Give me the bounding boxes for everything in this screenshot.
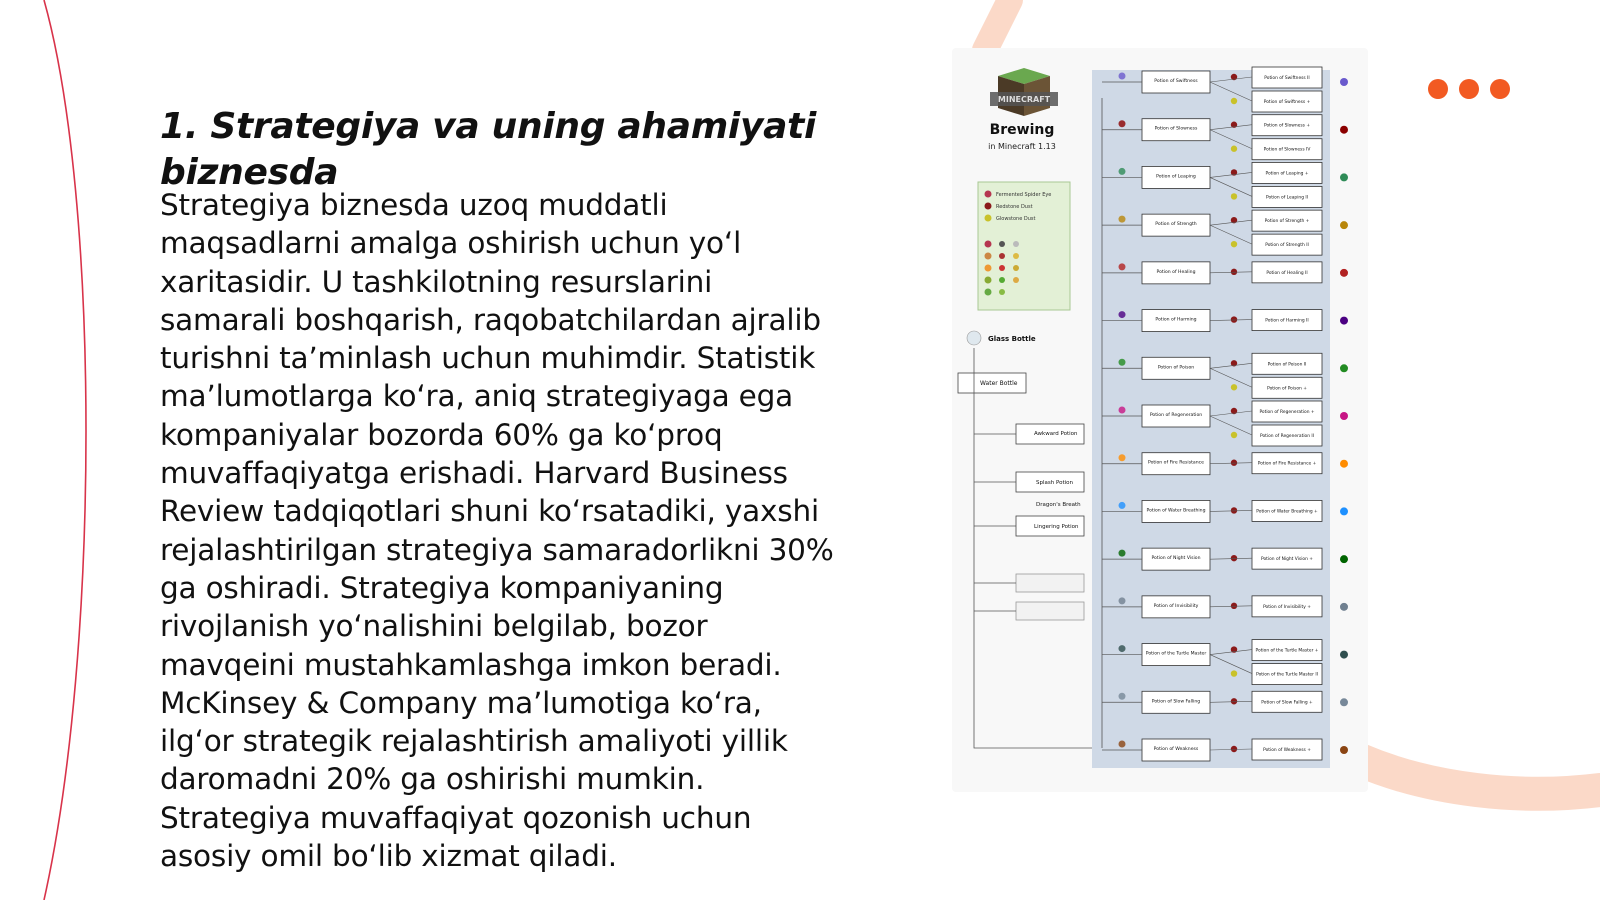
effect-icon (1340, 269, 1348, 277)
ingredient-icon (1119, 597, 1126, 604)
effect-icon (1340, 507, 1348, 515)
legend-box (978, 182, 1070, 310)
upgraded-potion-label: Potion of Strength II (1265, 243, 1309, 249)
dot-icon (1490, 79, 1510, 99)
potion-label: Potion of Swiftness (1154, 79, 1198, 84)
potion-label: Potion of the Turtle Master (1145, 651, 1207, 657)
potion-label: Potion of Healing (1156, 269, 1196, 275)
effect-icon (1340, 126, 1348, 134)
modifier-icon (1231, 432, 1237, 438)
ingredient-icon (1119, 407, 1126, 414)
upgraded-potion-label: Potion of Regeneration + (1259, 410, 1315, 415)
potion-label: Potion of Weakness (1153, 747, 1199, 752)
brewing-chart-graphic (952, 48, 1368, 792)
ingredient-icon (1119, 120, 1126, 127)
modifier-icon (1231, 603, 1237, 609)
legend-item: Fermented Spider Eye (996, 192, 1052, 198)
effect-icon (1340, 555, 1348, 563)
modifier-icon (1231, 316, 1237, 322)
ingredient-icon (1119, 311, 1126, 318)
potion-label: Potion of Slowness (1154, 126, 1198, 132)
infographic-subheading: in Minecraft 1.13 (988, 142, 1056, 151)
modifier-icon (1231, 269, 1237, 275)
modifier-icon (1231, 241, 1237, 247)
modifier-icon (1231, 98, 1237, 104)
potion-label: Potion of Water Breathing (1146, 508, 1206, 514)
modifier-icon (1231, 555, 1237, 561)
effect-icon (1340, 603, 1348, 611)
top-accent-stroke (985, 0, 1010, 50)
potion-label: Potion of Strength (1155, 222, 1197, 228)
modifier-icon (1231, 746, 1237, 752)
modifier-icon (1231, 460, 1237, 466)
upgraded-potion-label: Potion of Invisibility + (1263, 604, 1311, 610)
potion-label: Potion of Leaping (1156, 174, 1196, 180)
legend-item: Glowstone Dust (996, 216, 1036, 222)
effect-icon (1340, 221, 1348, 229)
upgraded-potion-label: Potion of the Turtle Master + (1255, 648, 1319, 654)
modifier-icon (1231, 698, 1237, 704)
base-item-label: Dragon's Breath (1036, 502, 1081, 508)
base-item-label: Water Bottle (980, 380, 1018, 387)
upgraded-potion-label: Potion of Fire Resistance + (1257, 461, 1317, 467)
effect-icon (1340, 364, 1348, 372)
upgraded-potion-label: Potion of Poison + (1267, 386, 1307, 392)
ingredient-icon (1119, 502, 1126, 509)
effect-icon (1340, 460, 1348, 468)
upgraded-potion-label: Potion of Poison II (1267, 362, 1307, 368)
modifier-icon (1231, 146, 1237, 152)
upgraded-potion-label: Potion of Slow Falling + (1261, 700, 1313, 706)
minecraft-logo-icon (990, 68, 1058, 116)
ingredient-icon (1119, 263, 1126, 270)
base-item-label: Glass Bottle (988, 335, 1036, 343)
upgraded-potion-label: Potion of Leaping II (1266, 195, 1308, 201)
ingredient-icon (1119, 73, 1126, 80)
upgraded-potion-label: Potion of Healing II (1266, 270, 1308, 276)
modifier-icon (1231, 507, 1237, 513)
potion-label: Potion of Night Vision (1151, 556, 1201, 562)
ingredient-icon (1119, 693, 1126, 700)
effect-icon (1340, 746, 1348, 754)
potion-label: Potion of Regeneration (1149, 413, 1203, 418)
base-item-label: Splash Potion (1036, 480, 1074, 486)
effect-icon (1340, 317, 1348, 325)
upgraded-potion-label: Potion of Slowness + (1263, 123, 1311, 129)
potion-label: Potion of Poison (1157, 365, 1195, 371)
slide-title: 1. Strategiya va uning ahamiyati biznesda (160, 106, 817, 193)
ingredient-icon (1119, 550, 1126, 557)
ingredient-icon (1119, 454, 1126, 461)
effect-icon (1340, 412, 1348, 420)
potion-label: Potion of Invisibility (1153, 603, 1199, 609)
bottom-accent-swoosh (1360, 760, 1600, 794)
upgraded-potion-label: Potion of Water Breathing + (1256, 509, 1318, 515)
potion-label: Potion of Harming (1155, 317, 1197, 323)
base-item-label: Awkward Potion (1034, 431, 1078, 437)
upgraded-potion-label: Potion of Swiftness II (1264, 76, 1310, 81)
brewing-infographic-image (952, 48, 1368, 792)
modifier-icon (1231, 193, 1237, 199)
infographic-heading: Brewing (989, 122, 1055, 138)
upgraded-potion-label: Potion of Swiftness + (1263, 100, 1311, 105)
effect-icon (1340, 173, 1348, 181)
ingredient-icon (1119, 216, 1126, 223)
modifier-icon (1231, 384, 1237, 390)
legend-item: Redstone Dust (996, 204, 1033, 210)
effect-icon (1340, 78, 1348, 86)
effect-icon (1340, 651, 1348, 659)
upgraded-potion-label: Potion of Harming II (1265, 318, 1309, 324)
ingredient-icon (1119, 645, 1126, 652)
upgraded-potion-label: Potion of Leaping + (1265, 171, 1309, 177)
ingredient-icon (1119, 741, 1126, 748)
dot-icon (1459, 79, 1479, 99)
ingredient-icon (1119, 168, 1126, 175)
upgraded-potion-label: Potion of Slowness IV (1263, 147, 1311, 153)
logo-text: MINECRAFT (997, 95, 1051, 104)
potion-label: Potion of Slow Falling (1151, 699, 1201, 705)
upgraded-potion-label: Potion of Weakness + (1263, 748, 1311, 753)
base-item-label: Lingering Potion (1034, 524, 1079, 530)
slide-body-text: Strategiya biznesda uzoq muddatli maqsadlarni amalga oshirish uchun yo‘l xaritasidir. U tashkilotning resurslarini samarali boshqarish, raqobatchilardan ajralib turishni ta’minlash uchun muhimdir. Statistik ma’lumotlarga ko‘ra, aniq strategiyaga ega kompaniyalar bozorda 60% ga ko‘proq muvaffaqiyatga erishadi. Harvard Business Review tadqiqotlari shuni ko‘rsatadiki, yaxshi rejalashtirilgan strategiya samaradorlikni 30% ga oshiradi. Strategiya kompaniyaning rivojlanish yo‘nalishini belgilab, bozor mavqeini mustahkamlashga imkon beradi. McKinsey & Company ma’lumotiga ko‘ra, ilg‘or strategik rejalashtirish amaliyoti yillik daromadni 20% ga oshirishi mumkin. Strategiya muvaffaqiyat qozonish uchun asosiy omil bo‘lib xizmat qiladi. (160, 188, 834, 874)
left-curve (44, 0, 86, 900)
potion-label: Potion of Fire Resistance (1148, 460, 1204, 466)
modifier-icon (1231, 670, 1237, 676)
upgraded-potion-label: Potion of Regeneration II (1259, 434, 1315, 439)
effect-icon (1340, 698, 1348, 706)
upgraded-potion-label: Potion of Night Vision + (1261, 557, 1313, 563)
dot-icon (1428, 79, 1448, 99)
decorative-dots (1428, 79, 1510, 99)
upgraded-potion-label: Potion of the Turtle Master II (1256, 672, 1318, 678)
upgraded-potion-label: Potion of Strength + (1264, 219, 1310, 225)
ingredient-icon (1119, 359, 1126, 366)
